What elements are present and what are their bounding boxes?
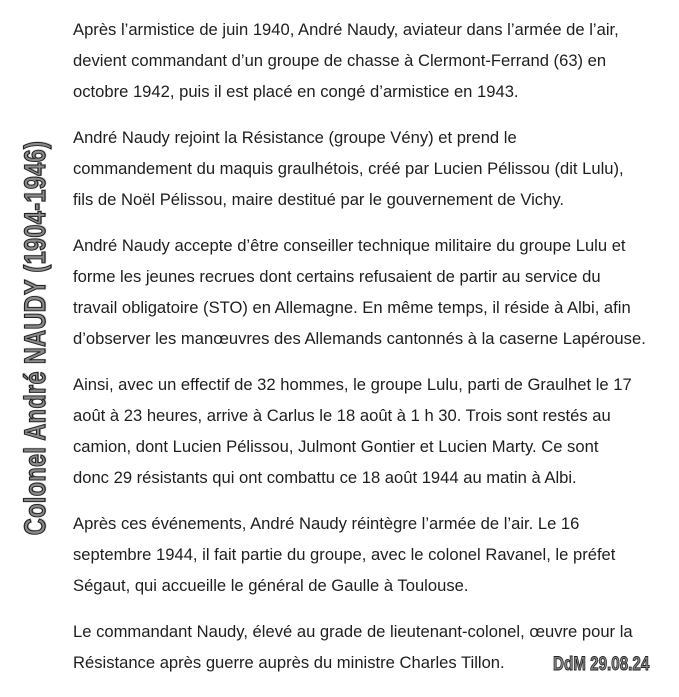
- text-line: octobre 1942, puis il est placé en congé d’armistice en 1943.: [73, 82, 519, 101]
- text-line: camion, dont Lucien Pélissou, Julmont Gontier et Lucien Marty. Ce sont: [73, 437, 599, 456]
- paragraph: [73, 230, 673, 354]
- paragraph: [73, 14, 673, 107]
- text-line: Ségaut, qui accueille le général de Gaulle à Toulouse.: [73, 576, 469, 595]
- text-line: Après ces événements, André Naudy réintègre l’armée de l’air. Le 16: [73, 514, 580, 533]
- signature-date: DdM 29.08.24: [553, 654, 650, 675]
- text-line: Résistance après guerre auprès du ministre Charles Tillon.: [73, 653, 505, 672]
- text-line: forme les jeunes recrues dont certains refusaient de partir au service du: [73, 267, 601, 286]
- text-line: septembre 1944, il fait partie du groupe, avec le colonel Ravanel, le préfet: [73, 545, 616, 564]
- text-line: Le commandant Naudy, élevé au grade de lieutenant-colonel, œuvre pour la: [73, 622, 633, 641]
- paragraph: [73, 122, 673, 215]
- text-line: André Naudy accepte d’être conseiller technique militaire du groupe Lulu et: [73, 236, 626, 255]
- text-line: d’observer les manœuvres des Allemands cantonnés à la caserne Lapérouse.: [73, 329, 646, 348]
- text-line: André Naudy rejoint la Résistance (groupe Vény) et prend le: [73, 128, 517, 147]
- text-line: donc 29 résistants qui ont combattu ce 18 août 1944 au matin à Albi.: [73, 468, 577, 487]
- text-line: commandement du maquis graulhétois, créé par Lucien Pélissou (dit Lulu),: [73, 159, 624, 178]
- text-line: Ainsi, avec un effectif de 32 hommes, le groupe Lulu, parti de Graulhet le 17: [73, 375, 632, 394]
- paragraph: [73, 369, 673, 493]
- vertical-title: [19, 85, 53, 591]
- article-body: [73, 14, 673, 693]
- text-line: devient commandant d’un groupe de chasse à Clermont-Ferrand (63) en: [73, 51, 607, 70]
- text-line: août à 23 heures, arrive à Carlus le 18 août à 1 h 30. Trois sont restés au: [73, 406, 611, 425]
- text-line: travail obligatoire (STO) en Allemagne. En même temps, il réside à Albi, afin: [73, 298, 631, 317]
- text-line: Après l’armistice de juin 1940, André Naudy, aviateur dans l’armée de l’air,: [73, 20, 619, 39]
- title-text: Colonel André NAUDY (1904-1946): [19, 140, 52, 536]
- paragraph: [73, 508, 673, 601]
- text-line: fils de Noël Pélissou, maire destitué par le gouvernement de Vichy.: [73, 190, 565, 209]
